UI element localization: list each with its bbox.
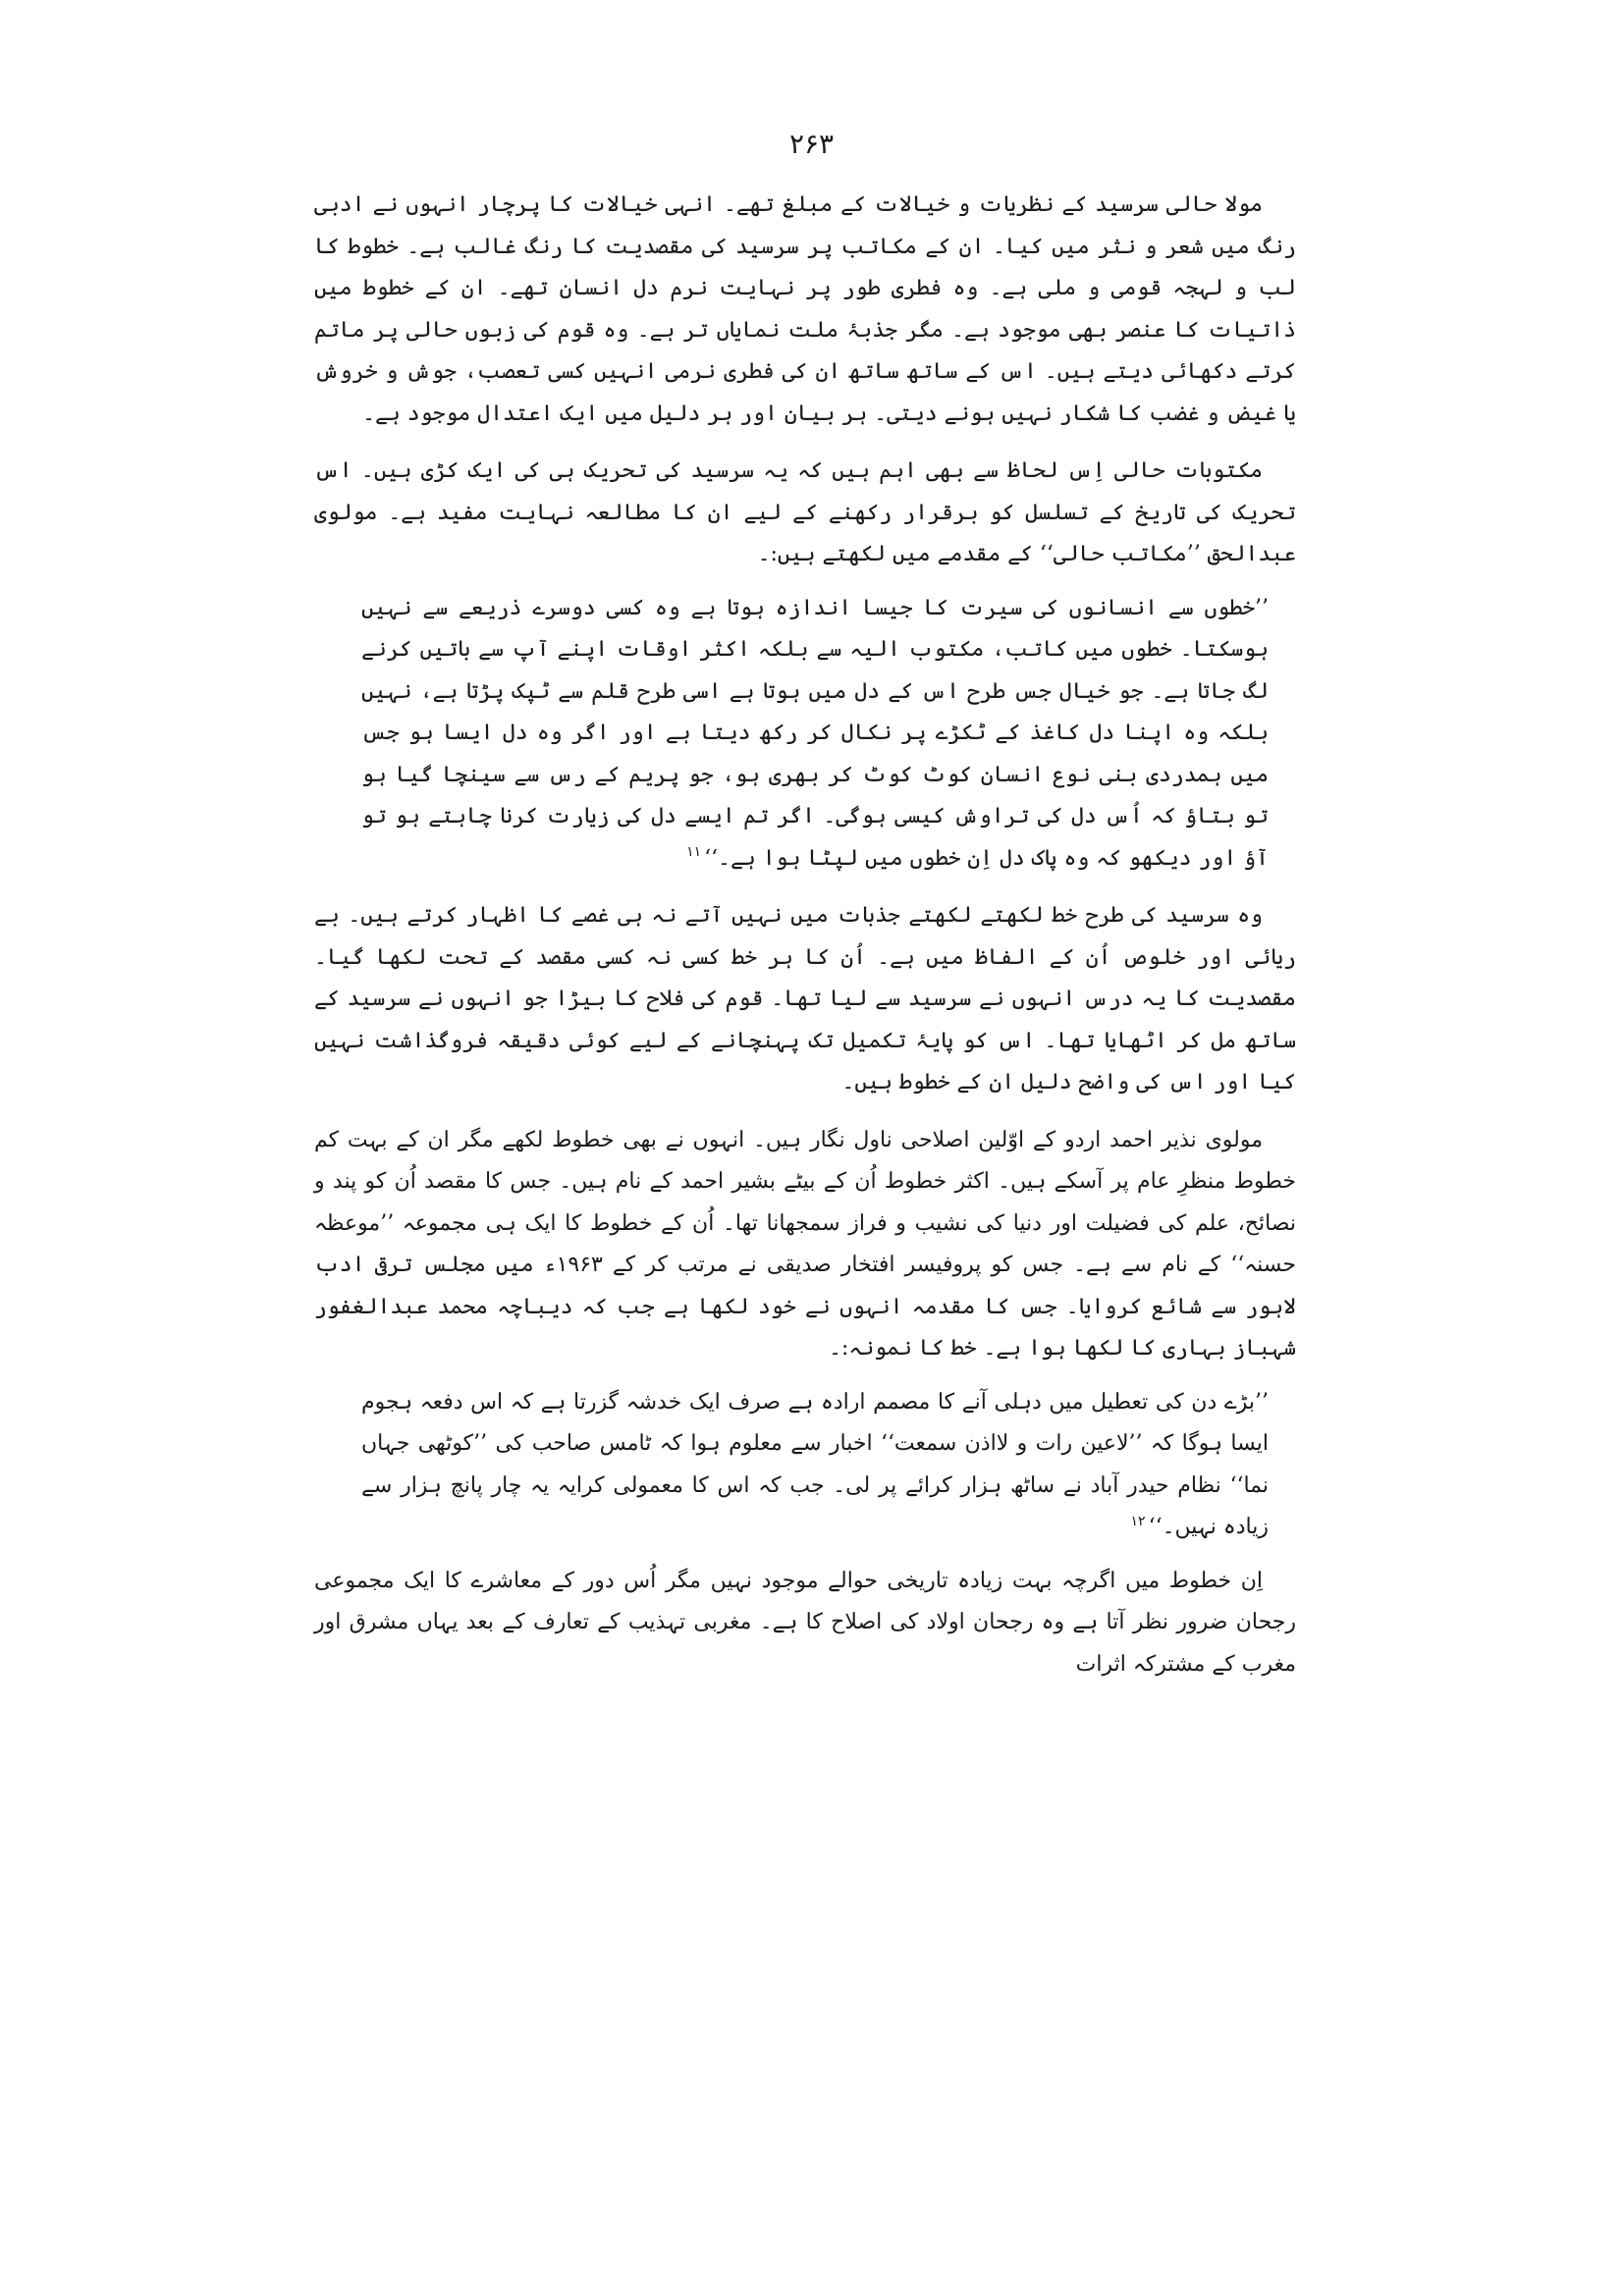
footnote-marker: ۱۲ xyxy=(1130,1513,1146,1529)
paragraph-sincerity: وہ سرسید کی طرح خط لکھتے لکھتے جذبات میں نہیں آتے نہ ہی غصے کا اظہار کرتے ہیں۔ بے ریائی اور خلوص اُن کے الفاظ میں ہے۔ اُن کا ہر خط کسی نہ کسی مقصد کے تحت لکھا گیا۔ مقصدیت کا یہ درس انہوں نے سرسید سے لیا تھا۔ قوم کی فلاح کا بیڑا جو انہوں نے سرسید کے ساتھ مل کر اٹھایا تھا۔ اس کو پایۂ تکمیل تک پہنچانے کے لیے کوئی دقیقہ فروگذاشت نہیں کیا اور اس کی واضح دلیل ان کے خطوط ہیں۔ xyxy=(314,903,1296,1095)
footnote-marker: ۱۱ xyxy=(686,844,702,861)
paragraph-hali-intro: مولا حالی سرسید کے نظریات و خیالات کے مبلغ تھے۔ انہی خیالات کا پرچار انہوں نے ادبی رنگ میں شعر و نثر میں کیا۔ ان کے مکاتب پر سرسید کی مقصدیت کا رنگ غالب ہے۔ خطوط کا لب و لہجہ قومی و ملی ہے۔ وہ فطری طور پر نہایت نرم دل انسان تھے۔ ان کے خطوط میں ذاتیات کا عنصر بھی موجود ہے۔ مگر جذبۂ ملت نمایاں تر ہے۔ وہ قوم کی زبوں حالی پر ماتم کرتے دکھائی دیتے ہیں۔ اس کے ساتھ ساتھ ان کی فطری نرمی انہیں کسی تعصب، جوش و خروش یا غیض و غضب کا شکار نہیں ہونے دیتی۔ ہر بیان اور ہر دلیل میں ایک اعتدال موجود ہے۔ xyxy=(314,192,1296,426)
paragraph-trend: اِن خطوط میں اگرچہ بہت زیادہ تاریخی حوالے موجود نہیں مگر اُس دور کے معاشرے کا ایک مجموعی رجحان ضرور نظر آتا ہے وہ رجحان اولاد کی اصلاح کا ہے۔ مغربی تہذیب کے تعارف کے بعد یہاں مشرق اور مغرب کے مشترکہ اثرات xyxy=(314,1568,1296,1677)
page-number: ۲۶۳ xyxy=(788,128,835,160)
block-quote-letter-sample xyxy=(361,1382,1269,1549)
block-quote-abdul-haq xyxy=(361,588,1269,881)
paragraph-nazir-ahmad: مولوی نذیر احمد اردو کے اوّلین اصلاحی ناول نگار ہیں۔ انہوں نے بھی خطوط لکھے مگر ان کے بہت کم خطوط منظرِ عام پر آسکے ہیں۔ اکثر خطوط اُن کے بیٹے بشیر احمد کے نام ہیں۔ جس کا مقصد اُن کو پند و نصائح، علم کی فضیلت اور دنیا کی نشیب و فراز سمجھانا تھا۔ اُن کے خطوط کا ایک ہی مجموعہ ’’موعظہ حسنہ‘‘ کے نام سے ہے۔ جس کو پروفیسر افتخار صدیقی نے مرتب کر کے ۱۹۶۳ء میں مجلس ترقی ادب لاہور سے شائع کروایا۔ جس کا مقدمہ انہوں نے خود لکھا ہے جب کہ دیباچہ محمد عبدالغفور شہباز بہاری کا لکھا ہوا ہے۔ خط کا نمونہ:۔ xyxy=(314,1127,1296,1361)
quote-text: ’’خطوں سے انسانوں کی سیرت کا جیسا اندازہ ہوتا ہے وہ کسی دوسرے ذریعے سے نہیں ہوسکتا۔ خطوں میں کاتب، مکتوب الیہ سے بلکہ اکثر اوقات اپنے آپ سے باتیں کرنے لگ جاتا ہے۔ جو خیال جس طرح اس کے دل میں ہوتا ہے اسی طرح قلم سے ٹپک پڑتا ہے، نہیں بلکہ وہ اپنا دل کاغذ کے ٹکڑے پر نکال کر رکھ دیتا ہے اور اگر وہ دل ایسا ہو جس میں ہمدردی بنی نوع انسان کوٹ کوٹ کر بھری ہو، جو پریم کے رس سے سینچا گیا ہو تو بتاؤ کہ اُس دل کی تراوش کیسی ہوگی۔ اگر تم ایسے دل کی زیارت کرنا چاہتے ہو تو آؤ اور دیکھو کہ وہ پاک دل اِن خطوں میں لپٹا ہوا ہے۔‘‘ xyxy=(361,595,1269,871)
text-column xyxy=(314,185,1296,1685)
quote-text: ’’بڑے دن کی تعطیل میں دہلی آنے کا مصمم ارادہ ہے صرف ایک خدشہ گزرتا ہے کہ اس دفعہ ہجوم ایسا ہوگا کہ ’’لاعین رات و لااذن سمعت‘‘ اخبار سے معلوم ہوا کہ ٹامس صاحب کی ’’کوٹھی جہاں نما‘‘ نظام حیدر آباد نے ساٹھ ہزار کرائے پر لی۔ جب کہ اس کا معمولی کرایہ یہ چار پانچ ہزار سے زیادہ نہیں۔‘‘ xyxy=(361,1389,1269,1539)
paragraph-maktubat-hali: مکتوبات حالی اِس لحاظ سے بھی اہم ہیں کہ یہ سرسید کی تحریک ہی کی ایک کڑی ہیں۔ اس تحریک کی تاریخ کے تسلسل کو برقرار رکھنے کے لیے ان کا مطالعہ نہایت مفید ہے۔ مولوی عبدالحق ’’مکاتب حالی‘‘ کے مقدمے میں لکھتے ہیں:۔ xyxy=(314,458,1296,566)
